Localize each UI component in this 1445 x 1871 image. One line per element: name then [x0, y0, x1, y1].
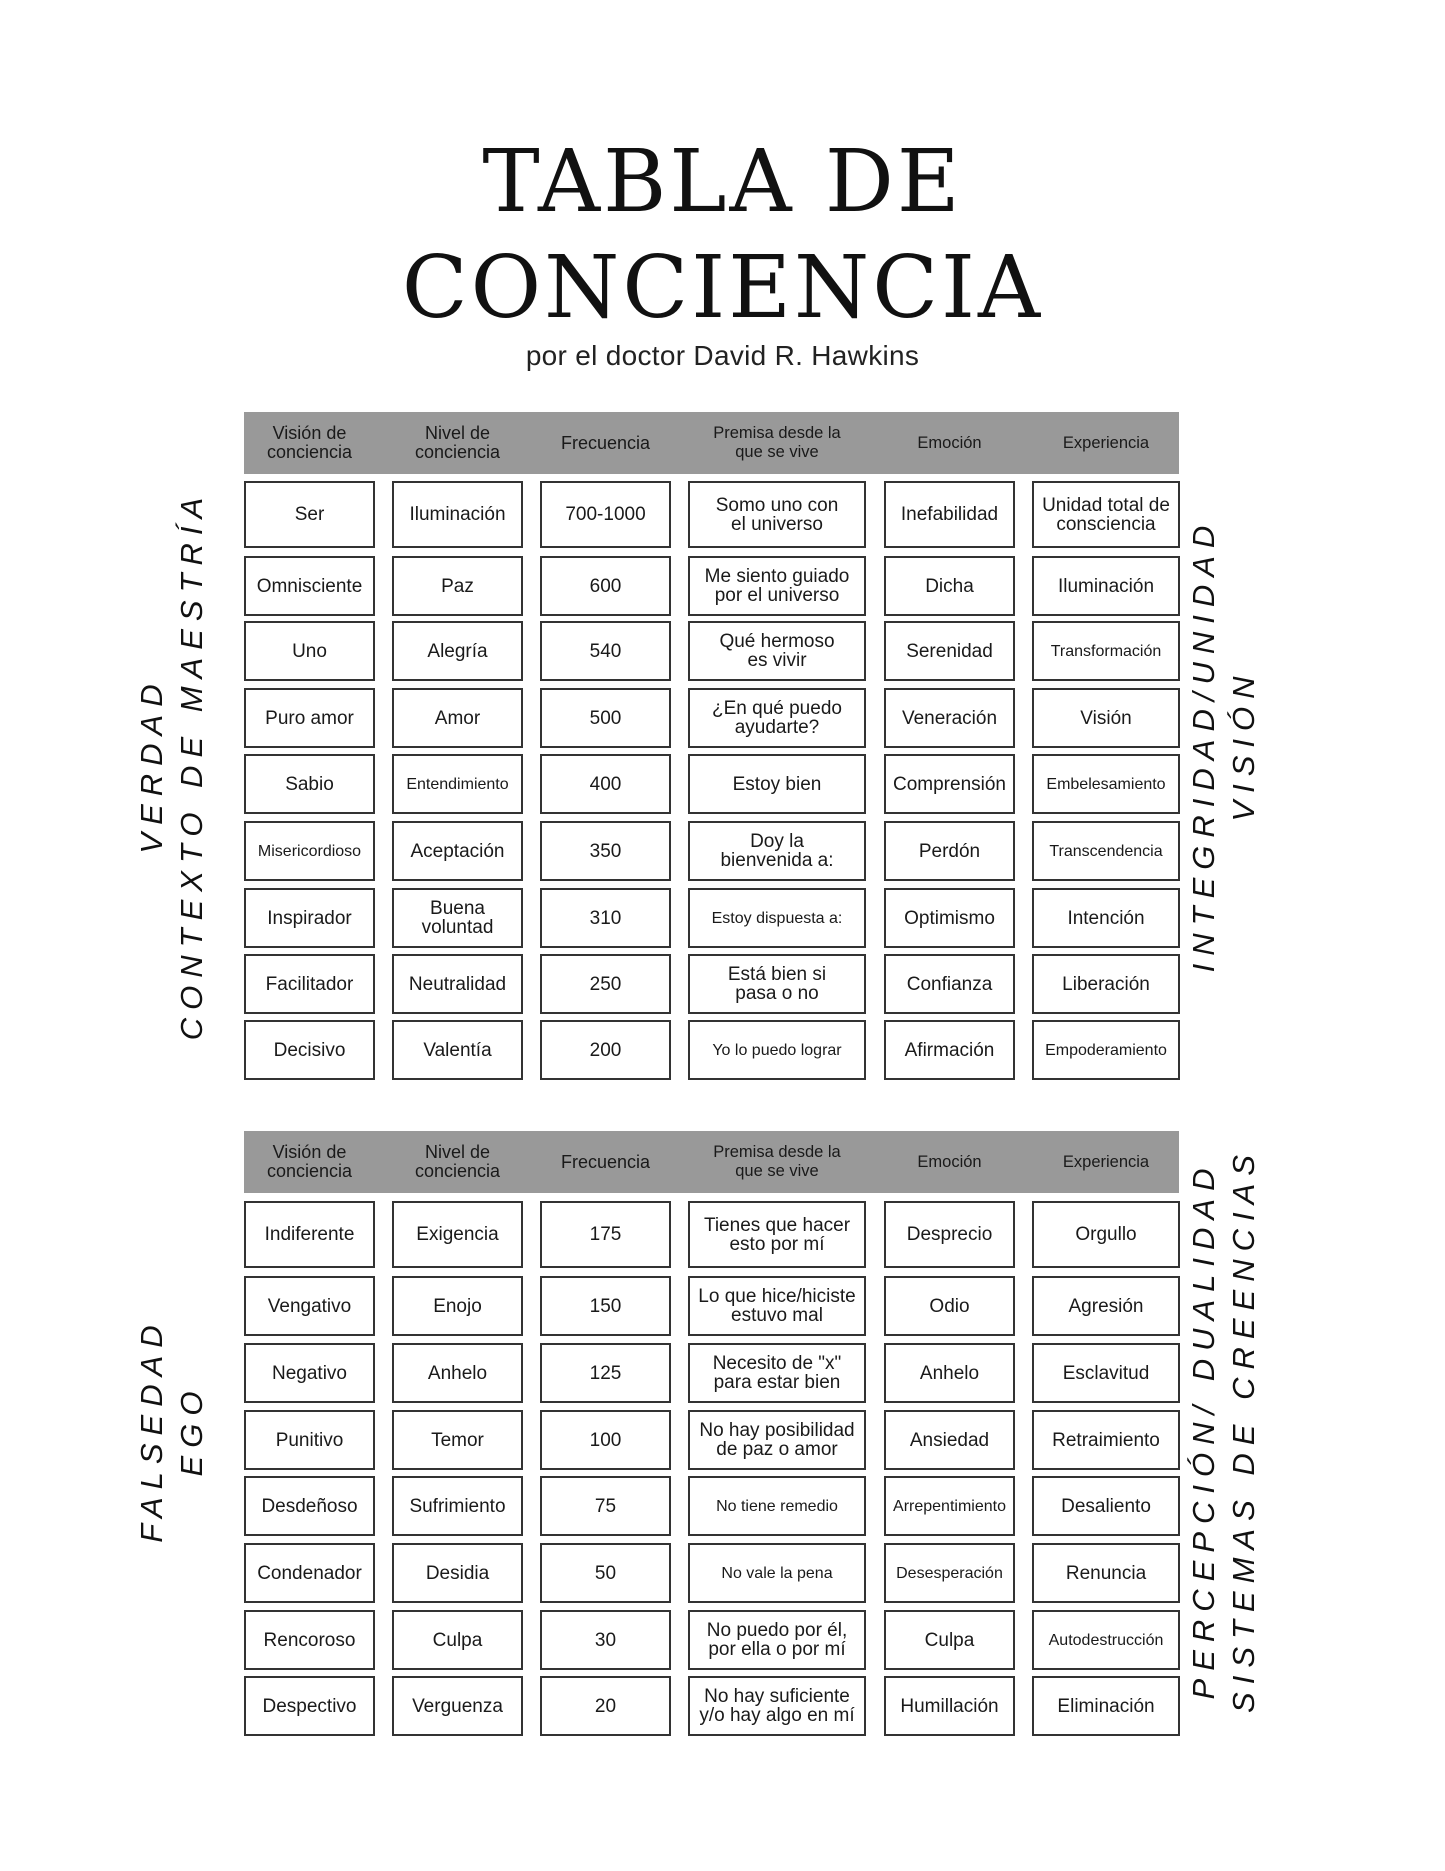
upper-table-cell: 700-1000 — [540, 481, 671, 548]
upper-table-cell: 500 — [540, 688, 671, 748]
lower-table-cell: Exigencia — [392, 1201, 523, 1268]
lower-table-cell: 175 — [540, 1201, 671, 1268]
lower-table-cell: Despectivo — [244, 1676, 375, 1736]
upper-table-cell: 200 — [540, 1020, 671, 1080]
upper-table-cell: Ser — [244, 481, 375, 548]
upper-table-cell: 350 — [540, 821, 671, 881]
upper-table-cell: Visión — [1032, 688, 1180, 748]
lower-table-cell: Desprecio — [884, 1201, 1015, 1268]
upper-table-cell: Confianza — [884, 954, 1015, 1014]
upper-table-cell: Aceptación — [392, 821, 523, 881]
lower-column-header: Visión de conciencia — [266, 1142, 353, 1181]
lower-table-cell: Odio — [884, 1276, 1015, 1336]
upper-column-header: Visión de conciencia — [266, 423, 353, 462]
lower-table-cell: 20 — [540, 1676, 671, 1736]
lower-table-cell: Anhelo — [392, 1343, 523, 1403]
upper-column-header: Nivel de conciencia — [414, 423, 501, 462]
upper-table-cell: Puro amor — [244, 688, 375, 748]
lower-table-cell: No hay suficiente y/o hay algo en mí — [688, 1676, 866, 1736]
lower-table-cell: Sufrimiento — [392, 1476, 523, 1536]
side-label-upper-right: INTEGRIDAD/UNIDAD VISIÓN — [1186, 517, 1261, 973]
lower-table-cell: Enojo — [392, 1276, 523, 1336]
upper-table-cell: Iluminación — [1032, 556, 1180, 616]
upper-table-cell: Optimismo — [884, 888, 1015, 948]
lower-table-cell: Renuncia — [1032, 1543, 1180, 1603]
lower-table-cell: Agresión — [1032, 1276, 1180, 1336]
lower-table-cell: Anhelo — [884, 1343, 1015, 1403]
lower-column-header: Emoción — [917, 1152, 982, 1171]
lower-table-cell: Desesperación — [884, 1543, 1015, 1603]
upper-table-cell: Sabio — [244, 754, 375, 814]
upper-table-cell: Neutralidad — [392, 954, 523, 1014]
upper-table-cell: Iluminación — [392, 481, 523, 548]
upper-table-cell: Estoy dispuesta a: — [688, 888, 866, 948]
lower-table-cell: Culpa — [884, 1610, 1015, 1670]
upper-table-cell: Comprensión — [884, 754, 1015, 814]
upper-table-cell: Facilitador — [244, 954, 375, 1014]
upper-table-cell: Inefabilidad — [884, 481, 1015, 548]
lower-table-cell: Indiferente — [244, 1201, 375, 1268]
upper-table-cell: Yo lo puedo lograr — [688, 1020, 866, 1080]
upper-table-cell: Doy la bienvenida a: — [688, 821, 866, 881]
lower-table-cell: No vale la pena — [688, 1543, 866, 1603]
upper-table-cell: ¿En qué puedo ayudarte? — [688, 688, 866, 748]
page-subtitle: por el doctor David R. Hawkins — [525, 340, 920, 371]
upper-table-cell: Qué hermoso es vivir — [688, 621, 866, 681]
upper-column-header: Experiencia — [1062, 433, 1150, 452]
lower-table-cell: No hay posibilidad de paz o amor — [688, 1410, 866, 1470]
upper-column-header: Frecuencia — [560, 432, 651, 453]
upper-table-cell: Omnisciente — [244, 556, 375, 616]
upper-table-cell: 540 — [540, 621, 671, 681]
upper-table-cell: Misericordioso — [244, 821, 375, 881]
upper-table-cell: Inspirador — [244, 888, 375, 948]
upper-table-cell: Buena voluntad — [392, 888, 523, 948]
upper-column-header: Emoción — [917, 433, 982, 452]
side-label-upper-left: VERDAD CONTEXTO DE MAESTRÍA — [134, 489, 209, 1041]
lower-table-cell: Eliminación — [1032, 1676, 1180, 1736]
lower-table-cell: Desdeñoso — [244, 1476, 375, 1536]
lower-table-cell: Desidia — [392, 1543, 523, 1603]
upper-table-cell: Transcendencia — [1032, 821, 1180, 881]
upper-table-cell: Afirmación — [884, 1020, 1015, 1080]
lower-table-cell: Rencoroso — [244, 1610, 375, 1670]
lower-column-header: Experiencia — [1062, 1152, 1150, 1171]
upper-table-cell: Decisivo — [244, 1020, 375, 1080]
lower-table-cell: 150 — [540, 1276, 671, 1336]
page-title-line-2: CONCIENCIA — [401, 238, 1044, 338]
upper-table-cell: Estoy bien — [688, 754, 866, 814]
upper-table-cell: Entendimiento — [392, 754, 523, 814]
upper-table-cell: Serenidad — [884, 621, 1015, 681]
upper-table-cell: Empoderamiento — [1032, 1020, 1180, 1080]
upper-table-cell: Intención — [1032, 888, 1180, 948]
upper-column-header: Premisa desde la que se vive — [713, 424, 841, 461]
lower-table-cell: Vengativo — [244, 1276, 375, 1336]
lower-table-cell: Tienes que hacer esto por mí — [688, 1201, 866, 1268]
lower-table-cell: Temor — [392, 1410, 523, 1470]
lower-column-header: Premisa desde la que se vive — [713, 1143, 841, 1180]
upper-table-cell: Me siento guiado por el universo — [688, 556, 866, 616]
upper-table-cell: Liberación — [1032, 954, 1180, 1014]
lower-table-cell: Ansiedad — [884, 1410, 1015, 1470]
lower-table-cell: Lo que hice/hiciste estuvo mal — [688, 1276, 866, 1336]
upper-table-cell: Uno — [244, 621, 375, 681]
upper-table-cell: Veneración — [884, 688, 1015, 748]
lower-table-cell: 125 — [540, 1343, 671, 1403]
lower-table-cell: Verguenza — [392, 1676, 523, 1736]
lower-table-cell: Desaliento — [1032, 1476, 1180, 1536]
lower-table-cell: No tiene remedio — [688, 1476, 866, 1536]
lower-table-cell: Orgullo — [1032, 1201, 1180, 1268]
lower-table-cell: Punitivo — [244, 1410, 375, 1470]
side-label-lower-right: PERCEPCIÓN/ DUALIDAD SISTEMAS DE CREENCIAS — [1186, 1147, 1261, 1713]
upper-table-cell: Amor — [392, 688, 523, 748]
lower-table-cell: Esclavitud — [1032, 1343, 1180, 1403]
lower-table-cell: Retraimiento — [1032, 1410, 1180, 1470]
lower-table-cell: Humillación — [884, 1676, 1015, 1736]
lower-table-cell: Culpa — [392, 1610, 523, 1670]
upper-table-cell: Perdón — [884, 821, 1015, 881]
lower-table-cell: Negativo — [244, 1343, 375, 1403]
upper-table-cell: Valentía — [392, 1020, 523, 1080]
side-label-lower-left: FALSEDAD EGO — [134, 1317, 209, 1543]
upper-table-cell: 400 — [540, 754, 671, 814]
lower-table-cell: 100 — [540, 1410, 671, 1470]
lower-column-header: Nivel de conciencia — [414, 1142, 501, 1181]
upper-table-cell: Dicha — [884, 556, 1015, 616]
upper-table-cell: Paz — [392, 556, 523, 616]
lower-table-cell: 30 — [540, 1610, 671, 1670]
lower-table-cell: 50 — [540, 1543, 671, 1603]
lower-table-cell: No puedo por él, por ella o por mí — [688, 1610, 866, 1670]
upper-table-cell: Unidad total de consciencia — [1032, 481, 1180, 548]
lower-table-cell: 75 — [540, 1476, 671, 1536]
lower-table-cell: Arrepentimiento — [884, 1476, 1015, 1536]
upper-table-cell: Somo uno con el universo — [688, 481, 866, 548]
lower-table-cell: Autodestrucción — [1032, 1610, 1180, 1670]
lower-table-cell: Condenador — [244, 1543, 375, 1603]
page-title-line-1: TABLA DE — [482, 132, 963, 232]
upper-table-cell: 310 — [540, 888, 671, 948]
upper-table-cell: 250 — [540, 954, 671, 1014]
upper-table-cell: Alegría — [392, 621, 523, 681]
upper-table-cell: Embelesamiento — [1032, 754, 1180, 814]
lower-table-cell: Necesito de "x" para estar bien — [688, 1343, 866, 1403]
upper-table-cell: Transformación — [1032, 621, 1180, 681]
upper-table-cell: Está bien si pasa o no — [688, 954, 866, 1014]
lower-column-header: Frecuencia — [560, 1151, 651, 1172]
upper-table-cell: 600 — [540, 556, 671, 616]
